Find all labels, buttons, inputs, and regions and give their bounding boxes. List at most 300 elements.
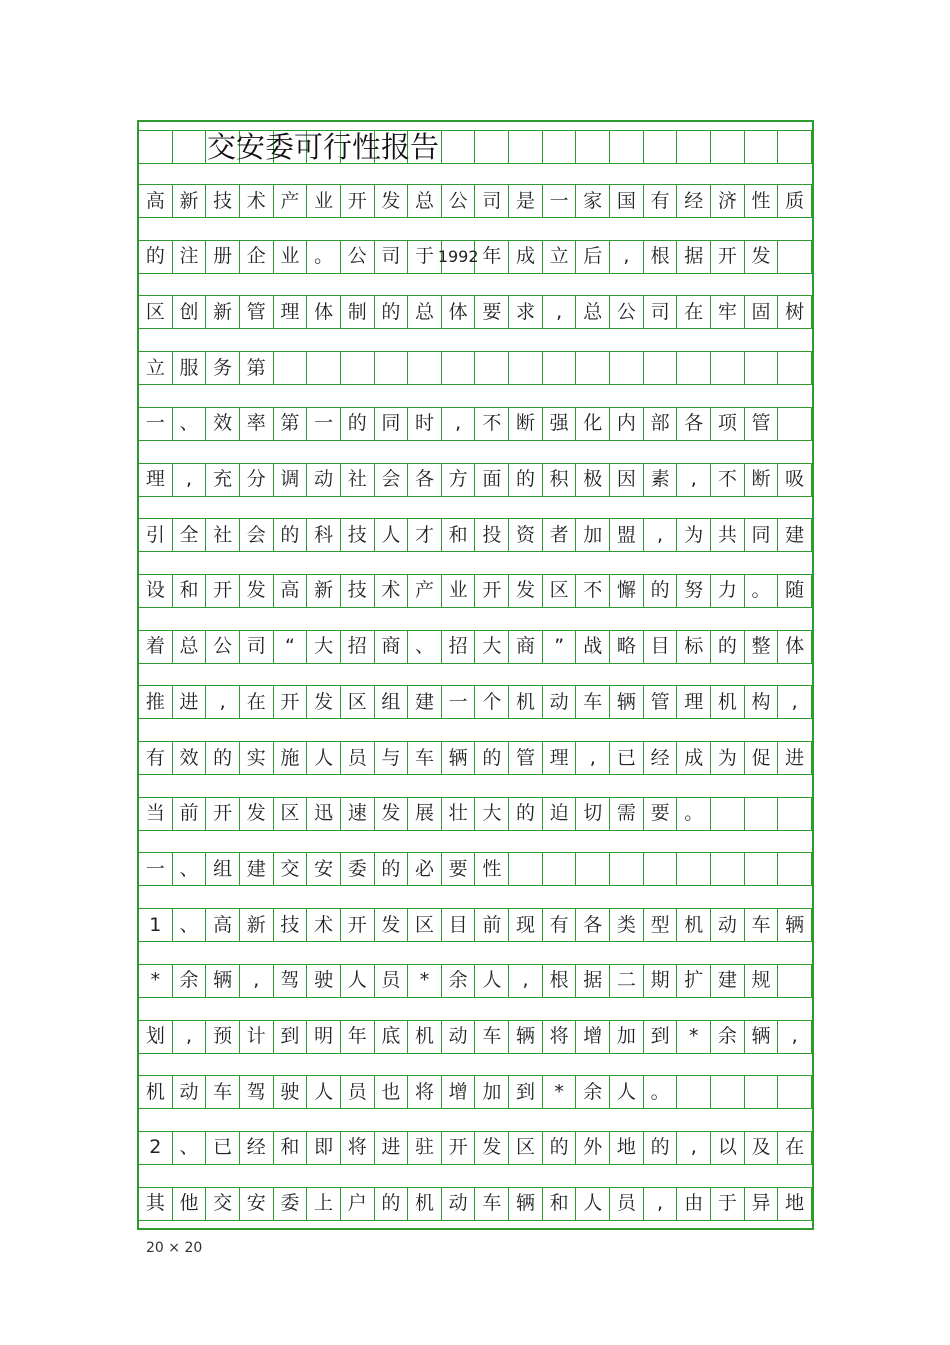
grid-cell: 有 [139, 742, 173, 774]
grid-cell: 不 [711, 464, 745, 496]
grid-cell: 要 [442, 853, 476, 885]
grid-cell: 已 [206, 1132, 240, 1164]
grid-cell: 技 [341, 575, 375, 607]
grid-cell: 余 [173, 965, 207, 997]
grid-cell: , [206, 686, 240, 718]
grid-cell: 驾 [240, 1076, 274, 1108]
grid-cell [408, 352, 442, 384]
grid-cell: 车 [408, 742, 442, 774]
grid-cell: 发 [375, 909, 409, 941]
grid-cell: , [610, 241, 644, 273]
grid-cell: 机 [139, 1076, 173, 1108]
grid-cell: * [139, 965, 173, 997]
grid-cell: 务 [206, 352, 240, 384]
grid-cell: 总 [576, 296, 610, 328]
grid-cell: 动 [173, 1076, 207, 1108]
grid-cell: 部 [644, 408, 678, 440]
grid-cell: , [173, 464, 207, 496]
grid-cell: 。 [745, 575, 779, 607]
grid-cell: 即 [307, 1132, 341, 1164]
grid-cell: 的 [644, 575, 678, 607]
grid-cell [476, 352, 510, 384]
grid-cell: 总 [408, 296, 442, 328]
grid-cell [610, 352, 644, 384]
grid-cell: 开 [274, 686, 308, 718]
grid-cell: , [509, 965, 543, 997]
grid-cell: 及 [745, 1132, 779, 1164]
grid-cell: 第 [274, 408, 308, 440]
grid-cell: 。 [677, 798, 711, 830]
grid-cell: 以 [711, 1132, 745, 1164]
grid-cell: 动 [442, 1021, 476, 1053]
grid-cell [778, 408, 812, 440]
grid-cell: 发 [509, 575, 543, 607]
grid-cell: 社 [341, 464, 375, 496]
grid-cell: , [677, 464, 711, 496]
grid-cell [778, 131, 812, 163]
grid-cell: 新 [173, 185, 207, 217]
grid-cell: 体 [307, 296, 341, 328]
grid-cell: 安 [307, 853, 341, 885]
grid-cell: 开 [442, 1132, 476, 1164]
grid-cell: 为 [677, 519, 711, 551]
grid-cell [677, 1076, 711, 1108]
grid-cell: 到 [509, 1076, 543, 1108]
grid-cell: 区 [408, 909, 442, 941]
grid-cell: 地 [610, 1132, 644, 1164]
grid-cell: 余 [711, 1021, 745, 1053]
grid-cell: 的 [375, 296, 409, 328]
grid-cell: 性 [745, 185, 779, 217]
text-line [139, 463, 812, 497]
grid-cell: “ [274, 631, 308, 663]
grid-cell [778, 1076, 812, 1108]
grid-cell: 区 [139, 296, 173, 328]
grid-cell: 壮 [442, 798, 476, 830]
grid-cell: 发 [375, 798, 409, 830]
grid-cell: 、 [173, 1132, 207, 1164]
grid-cell: 、 [173, 909, 207, 941]
grid-cell: 内 [610, 408, 644, 440]
grid-cell: 员 [341, 1076, 375, 1108]
grid-cell: 随 [778, 575, 812, 607]
grid-size-label: 20 × 20 [146, 1240, 203, 1256]
grid-cell [576, 853, 610, 885]
grid-cell: 产 [274, 185, 308, 217]
grid-cell: , [778, 686, 812, 718]
grid-cell [677, 352, 711, 384]
grid-cell: 理 [543, 742, 577, 774]
grid-cell [644, 131, 678, 163]
grid-cell: 辆 [610, 686, 644, 718]
grid-cell: 总 [408, 185, 442, 217]
text-line [139, 1075, 812, 1109]
grid-cell: 率 [240, 408, 274, 440]
grid-cell: 司 [476, 185, 510, 217]
text-line [139, 184, 812, 218]
grid-cell: 家 [576, 185, 610, 217]
grid-cell: 术 [240, 185, 274, 217]
grid-cell: 一 [307, 408, 341, 440]
grid-cell: 一 [139, 853, 173, 885]
grid-cell: 员 [341, 742, 375, 774]
grid-cell: 目 [442, 909, 476, 941]
grid-cell [778, 241, 812, 273]
grid-cell: 开 [711, 241, 745, 273]
grid-cell: 和 [173, 575, 207, 607]
grid-cell: 和 [274, 1132, 308, 1164]
grid-cell: 有 [543, 909, 577, 941]
grid-cell: 体 [778, 631, 812, 663]
grid-cell: 一 [442, 686, 476, 718]
grid-cell: 的 [711, 631, 745, 663]
grid-cell: 划 [139, 1021, 173, 1053]
grid-cell: 明 [307, 1021, 341, 1053]
grid-cell: 新 [307, 575, 341, 607]
grid-cell: 2 [139, 1132, 173, 1164]
page-title: 交安委可行性报告 [207, 130, 440, 164]
grid-cell: 的 [476, 742, 510, 774]
grid-cell: 立 [139, 352, 173, 384]
grid-cell [711, 1076, 745, 1108]
grid-cell: 社 [206, 519, 240, 551]
grid-cell: 司 [644, 296, 678, 328]
grid-cell: 后 [576, 241, 610, 273]
grid-cell: 、 [173, 853, 207, 885]
grid-cell: 展 [408, 798, 442, 830]
grid-cell [307, 352, 341, 384]
grid-cell: 促 [745, 742, 779, 774]
grid-cell: 在 [778, 1132, 812, 1164]
grid-cell: 同 [745, 519, 779, 551]
text-line [139, 240, 812, 274]
grid-cell [711, 352, 745, 384]
grid-cell: 企 [240, 241, 274, 273]
grid-cell [778, 965, 812, 997]
grid-cell: 各 [408, 464, 442, 496]
grid-cell: 迫 [543, 798, 577, 830]
grid-cell: 进 [778, 742, 812, 774]
grid-cell: 将 [543, 1021, 577, 1053]
text-line [139, 574, 812, 608]
grid-cell [173, 131, 207, 163]
grid-cell: , [644, 1188, 678, 1220]
grid-cell [745, 853, 779, 885]
grid-cell: 车 [476, 1188, 510, 1220]
text-line [139, 685, 812, 719]
grid-cell: 的 [509, 464, 543, 496]
grid-cell: 整 [745, 631, 779, 663]
grid-cell: 项 [711, 408, 745, 440]
grid-cell: 业 [307, 185, 341, 217]
grid-cell: 辆 [509, 1188, 543, 1220]
grid-cell: 进 [375, 1132, 409, 1164]
grid-cell: 不 [476, 408, 510, 440]
grid-cell: 动 [442, 1188, 476, 1220]
grid-cell: 区 [274, 798, 308, 830]
grid-cell: 机 [711, 686, 745, 718]
grid-cell: , [576, 742, 610, 774]
grid-cell: 据 [576, 965, 610, 997]
grid-cell: 投 [476, 519, 510, 551]
grid-cell: 与 [375, 742, 409, 774]
grid-cell: 的 [375, 1188, 409, 1220]
grid-cell: 招 [341, 631, 375, 663]
grid-cell: 速 [341, 798, 375, 830]
text-line [139, 908, 812, 942]
grid-cell: 设 [139, 575, 173, 607]
grid-cell: 个 [476, 686, 510, 718]
text-line [139, 295, 812, 329]
grid-cell: 区 [543, 575, 577, 607]
grid-cell: 大 [476, 631, 510, 663]
grid-cell: 一 [139, 408, 173, 440]
grid-cell: 扩 [677, 965, 711, 997]
grid-cell: 招 [442, 631, 476, 663]
grid-cell: 于 [711, 1188, 745, 1220]
grid-cell: 发 [476, 1132, 510, 1164]
grid-cell [139, 131, 173, 163]
grid-cell: 的 [206, 742, 240, 774]
grid-cell [711, 131, 745, 163]
grid-cell: 产 [408, 575, 442, 607]
grid-cell: 、 [173, 408, 207, 440]
grid-cell: 努 [677, 575, 711, 607]
grid-cell: 根 [543, 965, 577, 997]
grid-cell: 业 [274, 241, 308, 273]
grid-cell: 求 [509, 296, 543, 328]
grid-cell: 年 [341, 1021, 375, 1053]
grid-cell: 建 [778, 519, 812, 551]
grid-cell [644, 853, 678, 885]
grid-cell: 到 [644, 1021, 678, 1053]
grid-cell: 强 [543, 408, 577, 440]
grid-cell: 也 [375, 1076, 409, 1108]
grid-cell: 进 [173, 686, 207, 718]
grid-cell: 高 [206, 909, 240, 941]
grid-cell: 施 [274, 742, 308, 774]
grid-cell: 动 [711, 909, 745, 941]
grid-cell: 司 [375, 241, 409, 273]
grid-cell: 驾 [274, 965, 308, 997]
grid-cell: 第 [240, 352, 274, 384]
grid-cell: * [543, 1076, 577, 1108]
text-line [139, 797, 812, 831]
grid-cell: 前 [173, 798, 207, 830]
grid-cell: * [677, 1021, 711, 1053]
grid-cell: 成 [677, 742, 711, 774]
grid-cell [375, 352, 409, 384]
grid-cell: 一 [543, 185, 577, 217]
grid-cell: 标 [677, 631, 711, 663]
grid-cell: 素 [644, 464, 678, 496]
grid-cell [476, 131, 510, 163]
grid-cell: 经 [644, 742, 678, 774]
grid-cell: 地 [778, 1188, 812, 1220]
grid-cell: 管 [644, 686, 678, 718]
grid-cell [610, 853, 644, 885]
grid-cell: * [408, 965, 442, 997]
grid-cell: 各 [576, 909, 610, 941]
grid-cell: 构 [745, 686, 779, 718]
grid-cell: 计 [240, 1021, 274, 1053]
grid-cell [543, 131, 577, 163]
grid-cell: , [240, 965, 274, 997]
grid-cell: , [173, 1021, 207, 1053]
grid-cell [543, 352, 577, 384]
grid-cell: 册 [206, 241, 240, 273]
grid-cell: 驻 [408, 1132, 442, 1164]
grid-cell: 动 [543, 686, 577, 718]
grid-cell: 技 [206, 185, 240, 217]
grid-cell: 。 [307, 241, 341, 273]
grid-cell: 为 [711, 742, 745, 774]
grid-cell: 发 [745, 241, 779, 273]
grid-cell [274, 352, 308, 384]
grid-cell: 增 [576, 1021, 610, 1053]
grid-cell: 于 [408, 241, 442, 273]
grid-cell: 的 [274, 519, 308, 551]
title-row [139, 130, 812, 164]
grid-cell: 人 [576, 1188, 610, 1220]
grid-cell: 建 [711, 965, 745, 997]
grid-cell: 要 [644, 798, 678, 830]
grid-cell: 员 [375, 965, 409, 997]
grid-cell: 开 [476, 575, 510, 607]
grid-cell: 已 [610, 742, 644, 774]
grid-cell: 据 [677, 241, 711, 273]
grid-cell: 发 [307, 686, 341, 718]
grid-cell: 加 [476, 1076, 510, 1108]
grid-cell: 车 [476, 1021, 510, 1053]
grid-cell [745, 131, 779, 163]
grid-cell: 有 [644, 185, 678, 217]
text-line [139, 1020, 812, 1054]
grid-cell [341, 352, 375, 384]
grid-cell: 将 [341, 1132, 375, 1164]
grid-cell: 吸 [778, 464, 812, 496]
grid-cell: 公 [610, 296, 644, 328]
grid-cell: 车 [206, 1076, 240, 1108]
grid-cell: 大 [476, 798, 510, 830]
grid-cell: 共 [711, 519, 745, 551]
grid-cell [576, 352, 610, 384]
grid-cell: 断 [745, 464, 779, 496]
grid-cell: 战 [576, 631, 610, 663]
grid-cell: 其 [139, 1188, 173, 1220]
grid-cell: 商 [509, 631, 543, 663]
text-line [139, 852, 812, 886]
grid-cell [644, 352, 678, 384]
grid-cell: 总 [173, 631, 207, 663]
grid-cell: 资 [509, 519, 543, 551]
text-line [139, 351, 812, 385]
grid-cell: , [644, 519, 678, 551]
grid-cell: 型 [644, 909, 678, 941]
grid-cell [711, 853, 745, 885]
grid-cell: 人 [476, 965, 510, 997]
grid-cell: 创 [173, 296, 207, 328]
grid-cell: 驶 [274, 1076, 308, 1108]
grid-cell: 公 [341, 241, 375, 273]
grid-cell: 略 [610, 631, 644, 663]
grid-cell: 开 [206, 575, 240, 607]
grid-cell: 动 [307, 464, 341, 496]
grid-cell: 管 [509, 742, 543, 774]
grid-cell: 盟 [610, 519, 644, 551]
grid-cell: 效 [173, 742, 207, 774]
grid-cell: 立 [543, 241, 577, 273]
grid-cell: 商 [375, 631, 409, 663]
grid-cell: 时 [408, 408, 442, 440]
grid-cell: 安 [240, 1188, 274, 1220]
grid-cell [543, 853, 577, 885]
grid-cell: 他 [173, 1188, 207, 1220]
grid-cell: 树 [778, 296, 812, 328]
grid-cell: 和 [442, 519, 476, 551]
grid-cell: 必 [408, 853, 442, 885]
grid-cell: 术 [375, 575, 409, 607]
grid-cell: 国 [610, 185, 644, 217]
grid-cell [610, 131, 644, 163]
grid-cell: 管 [240, 296, 274, 328]
grid-cell: 二 [610, 965, 644, 997]
grid-cell: 的 [543, 1132, 577, 1164]
grid-cell: 1992 [442, 241, 476, 273]
grid-cell: 发 [240, 575, 274, 607]
grid-cell: 加 [576, 519, 610, 551]
grid-cell: 固 [745, 296, 779, 328]
text-line [139, 964, 812, 998]
grid-cell: 人 [307, 742, 341, 774]
grid-cell [677, 131, 711, 163]
grid-cell: 车 [576, 686, 610, 718]
grid-cell: 的 [644, 1132, 678, 1164]
grid-cell: 管 [745, 408, 779, 440]
grid-cell: 质 [778, 185, 812, 217]
grid-cell: 委 [341, 853, 375, 885]
grid-cell: 、 [408, 631, 442, 663]
grid-cell: 人 [375, 519, 409, 551]
text-line [139, 1131, 812, 1165]
grid-cell [509, 352, 543, 384]
grid-cell: 面 [476, 464, 510, 496]
grid-cell [745, 1076, 779, 1108]
grid-cell: 期 [644, 965, 678, 997]
grid-cell [576, 131, 610, 163]
grid-cell: 积 [543, 464, 577, 496]
grid-cell: 高 [274, 575, 308, 607]
grid-cell: 发 [375, 185, 409, 217]
grid-cell: 类 [610, 909, 644, 941]
grid-cell: 注 [173, 241, 207, 273]
grid-cell: 体 [442, 296, 476, 328]
grid-cell: 成 [509, 241, 543, 273]
grid-cell: 区 [341, 686, 375, 718]
text-line [139, 630, 812, 664]
grid-cell: 断 [509, 408, 543, 440]
grid-cell: 要 [476, 296, 510, 328]
grid-cell: 济 [711, 185, 745, 217]
grid-cell: 不 [576, 575, 610, 607]
grid-cell: 科 [307, 519, 341, 551]
grid-cell: 经 [240, 1132, 274, 1164]
grid-cell: 充 [206, 464, 240, 496]
grid-cell: 和 [543, 1188, 577, 1220]
grid-cell: 组 [206, 853, 240, 885]
grid-cell: 司 [240, 631, 274, 663]
grid-cell: 大 [307, 631, 341, 663]
